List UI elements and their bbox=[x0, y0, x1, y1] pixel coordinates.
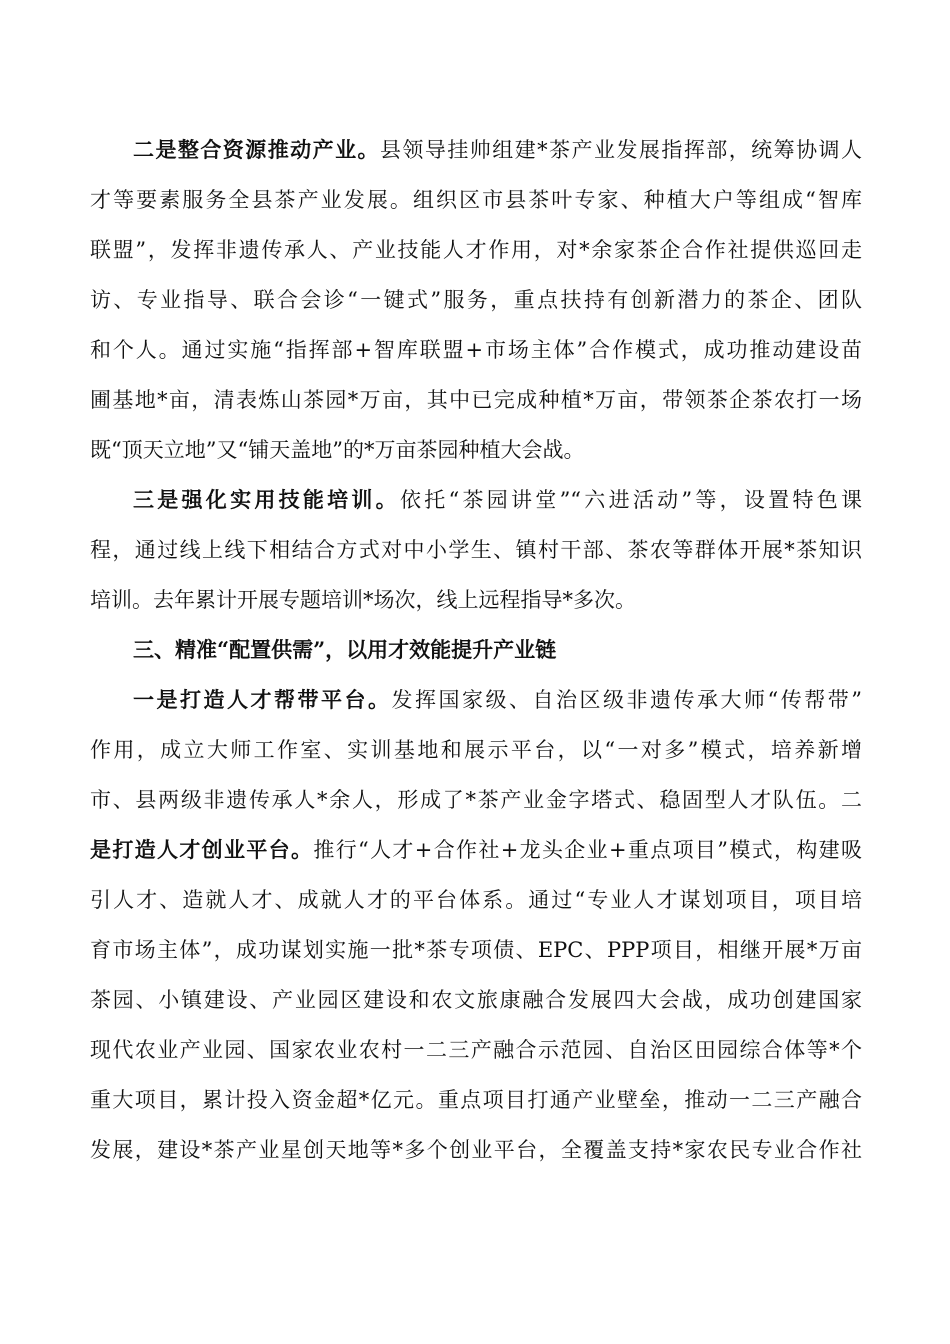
paragraph-4-line-6 bbox=[90, 922, 862, 978]
paragraph-4-line-10 bbox=[90, 1122, 862, 1178]
line-text: 现代农业产业园、国家农业农村一二三产融合示范园、自治区田园综合体等*个 bbox=[90, 1038, 862, 1062]
subheading-mentoring-platform: 一是打造人才帮带平台。 bbox=[133, 687, 392, 712]
line-text: 才等要素服务全县茶产业发展。组织区市县茶叶专家、种植大户等组成“智库 bbox=[90, 188, 862, 212]
paragraph-4-line-5 bbox=[90, 872, 862, 928]
subheading-integrate-resources: 二是整合资源推动产业。 bbox=[133, 137, 380, 162]
paragraph-3-line-2 bbox=[90, 522, 862, 578]
line-text: 和个人。通过实施“指挥部+智库联盟+市场主体”合作模式，成功推动建设苗 bbox=[90, 338, 862, 362]
line-text: 引人才、造就人才、成就人才的平台体系。通过“专业人才谋划项目，项目培 bbox=[90, 888, 862, 912]
subheading-entrepreneurship-platform: 是打造人才创业平台。 bbox=[90, 837, 314, 862]
paragraph-2-line-1 bbox=[133, 122, 862, 178]
paragraph-2-line-4 bbox=[90, 272, 862, 328]
line-text: 作用，成立大师工作室、实训基地和展示平台，以“一对多”模式，培养新增 bbox=[90, 738, 862, 762]
paragraph-2-line-5 bbox=[90, 322, 862, 378]
paragraph-4-line-3 bbox=[90, 772, 862, 828]
line-text: 育市场主体”，成功谋划实施一批*茶专项债、EPC、PPP项目，相继开展*万亩 bbox=[90, 938, 862, 962]
subheading-skills-training: 三是强化实用技能培训。 bbox=[133, 487, 400, 512]
line-text: 茶园、小镇建设、产业园区建设和农文旅康融合发展四大会战，成功创建国家 bbox=[90, 988, 862, 1012]
line-text: 既“顶天立地”又“铺天盖地”的*万亩茶园种植大会战。 bbox=[90, 438, 585, 462]
line-text: 程，通过线上线下相结合方式对中小学生、镇村干部、茶农等群体开展*茶知识 bbox=[90, 538, 862, 562]
line-text: 访、专业指导、联合会诊“一键式”服务，重点扶持有创新潜力的茶企、团队 bbox=[90, 288, 862, 312]
line-text: 市、县两级非遗传承人*余人，形成了*茶产业金字塔式、稳固型人才队伍。二 bbox=[90, 788, 862, 812]
section-heading-3 bbox=[133, 622, 862, 678]
paragraph-4-line-9 bbox=[90, 1072, 862, 1128]
paragraph-4-line-4 bbox=[90, 822, 862, 878]
section-heading-text: 三、精准“配置供需”，以用才效能提升产业链 bbox=[133, 637, 557, 662]
line-text: 联盟”，发挥非遗传承人、产业技能人才作用，对*余家茶企合作社提供巡回走 bbox=[90, 238, 862, 262]
line-text: 圃基地*亩，清表炼山茶园*万亩，其中已完成种植*万亩，带领茶企茶农打一场 bbox=[90, 388, 862, 412]
paragraph-3-line-3 bbox=[90, 572, 862, 628]
line-text: 依托“茶园讲堂”“六进活动”等，设置特色课 bbox=[399, 488, 862, 512]
paragraph-2-line-2 bbox=[90, 172, 862, 228]
paragraph-2-line-3 bbox=[90, 222, 862, 278]
line-text: 推行“人才+合作社+龙头企业+重点项目”模式，构建吸 bbox=[313, 838, 862, 862]
line-text: 发展，建设*茶产业星创天地等*多个创业平台，全覆盖支持*家农民专业合作社 bbox=[90, 1138, 862, 1162]
paragraph-4-line-1 bbox=[133, 672, 862, 728]
paragraph-4-line-8 bbox=[90, 1022, 862, 1078]
paragraph-2-line-6 bbox=[90, 372, 862, 428]
paragraph-4-line-7 bbox=[90, 972, 862, 1028]
line-text: 重大项目，累计投入资金超*亿元。重点项目打通产业壁垒，推动一二三产融合 bbox=[90, 1088, 862, 1112]
paragraph-4-line-2 bbox=[90, 722, 862, 778]
paragraph-2-line-7 bbox=[90, 422, 862, 478]
line-text: 培训。去年累计开展专题培训*场次，线上远程指导*多次。 bbox=[90, 588, 636, 612]
line-text: 县领导挂帅组建*茶产业发展指挥部，统筹协调人 bbox=[379, 138, 862, 162]
paragraph-3-line-1 bbox=[133, 472, 862, 528]
line-text: 发挥国家级、自治区级非遗传承大师“传帮带” bbox=[391, 688, 862, 712]
